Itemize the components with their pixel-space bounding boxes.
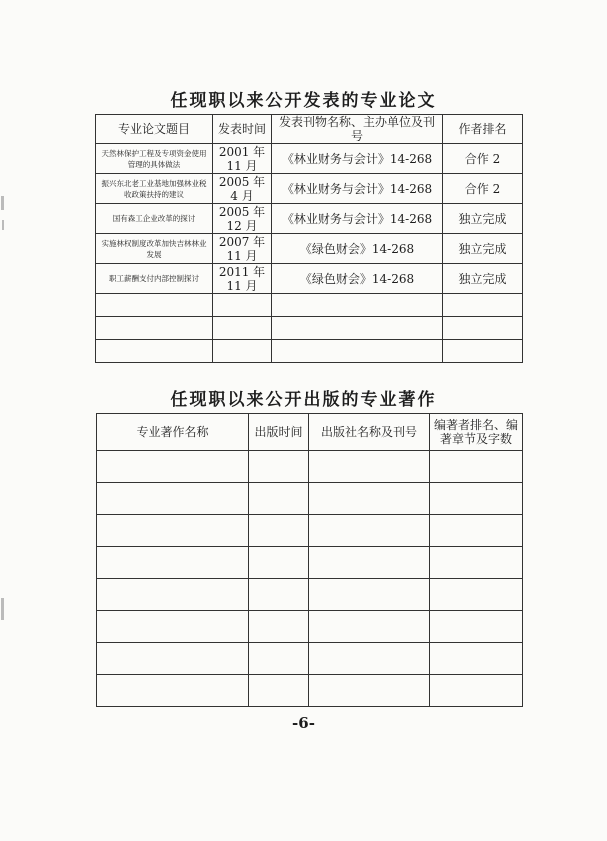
header-paper-title: 专业论文题目 (96, 115, 213, 144)
papers-header-row (96, 115, 523, 144)
paper-title: 天然林保护工程及专项资金使用管理的具体做法 (96, 144, 213, 174)
paper-date: 2007 年 11 月 (213, 234, 272, 264)
header-publish-date: 发表时间 (213, 115, 272, 144)
scan-mark (2, 220, 4, 230)
paper-title: 职工薪酬支付内部控制探讨 (96, 264, 213, 294)
empty-row (96, 317, 523, 340)
paper-journal: 《绿色财会》14-268 (272, 264, 443, 294)
header-publish-time: 出版时间 (249, 414, 309, 451)
paper-title: 国有森工企业改革的探讨 (96, 204, 213, 234)
empty-row (97, 675, 523, 707)
table-row (96, 144, 523, 174)
paper-journal: 《林业财务与会计》14-268 (272, 204, 443, 234)
paper-date: 2011 年 11 月 (213, 264, 272, 294)
header-editor-rank: 编著者排名、编著章节及字数 (430, 414, 523, 451)
works-section-title: 任现职以来公开出版的专业著作 (170, 390, 437, 410)
paper-journal: 《林业财务与会计》14-268 (272, 174, 443, 204)
paper-rank: 独立完成 (443, 204, 523, 234)
paper-date: 2005 年 12 月 (213, 204, 272, 234)
table-row (96, 234, 523, 264)
papers-table (95, 114, 523, 363)
scan-mark (1, 598, 4, 620)
paper-date: 2001 年 11 月 (213, 144, 272, 174)
empty-row (96, 340, 523, 363)
papers-section-title: 任现职以来公开发表的专业论文 (170, 91, 437, 111)
header-author-rank: 作者排名 (443, 115, 523, 144)
works-header-row (97, 414, 523, 451)
header-journal: 发表刊物名称、主办单位及刊号 (272, 115, 443, 144)
empty-row (97, 579, 523, 611)
scan-mark (1, 196, 4, 210)
empty-row (97, 483, 523, 515)
works-table (96, 413, 523, 707)
empty-row (96, 294, 523, 317)
table-row (96, 204, 523, 234)
page-number: -6- (292, 714, 315, 732)
table-row (96, 174, 523, 204)
empty-row (97, 515, 523, 547)
header-publisher: 出版社名称及刊号 (309, 414, 430, 451)
header-work-name: 专业著作名称 (97, 414, 249, 451)
empty-row (97, 547, 523, 579)
paper-date: 2005 年 4 月 (213, 174, 272, 204)
paper-rank: 独立完成 (443, 234, 523, 264)
paper-title: 振兴东北老工业基地加强林业税收政策扶持的建议 (96, 174, 213, 204)
paper-rank: 合作 2 (443, 174, 523, 204)
paper-rank: 合作 2 (443, 144, 523, 174)
empty-row (97, 643, 523, 675)
paper-journal: 《绿色财会》14-268 (272, 234, 443, 264)
paper-title: 实施林权制度改革加快吉林林业发展 (96, 234, 213, 264)
empty-row (97, 451, 523, 483)
table-row (96, 264, 523, 294)
paper-journal: 《林业财务与会计》14-268 (272, 144, 443, 174)
empty-row (97, 611, 523, 643)
paper-rank: 独立完成 (443, 264, 523, 294)
